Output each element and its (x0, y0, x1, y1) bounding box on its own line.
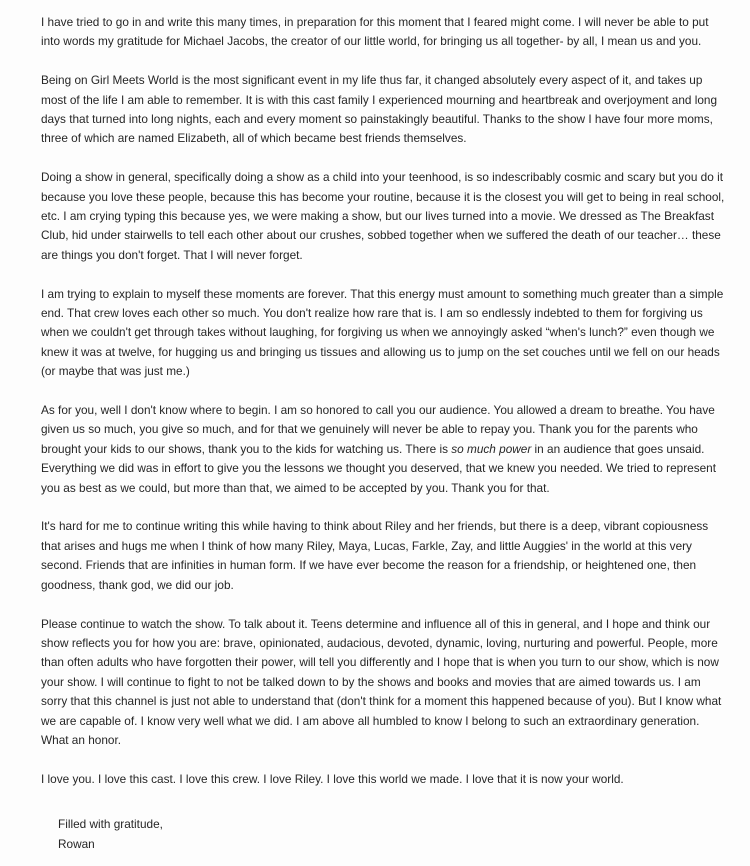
paragraph-7: Please continue to watch the show. To talk about it. Teens determine and influence all of this in general, and I hope and think our show reflects you for how you are: brave, opinionated, audacious, devoted, dynamic, loving, nurturing and powerful. People, more than often adults who have forgotten their power, will tell you differently and I hope that is when you turn to our show, which is now your show. I will continue to fight to not be talked down to by the shows and books and movies that are aimed towards us. I am sorry that this channel is just not able to understand that (don't think for a moment this happened because of you). But I know what we are capable of. I know very well what we did. I am above all humbled to know I belong to such an extraordinary generation. What an honor. (41, 616, 722, 747)
paragraph-3: Doing a show in general, specifically doing a show as a child into your teenhood, is so indescribably cosmic and scary but you do it because you love these people, because this has become your routine, because it is the closest you will get to being in real school, etc. I am crying typing this because yes, we were making a show, but our lives turned into a movie. We dressed as The Breakfast Club, hid under stairwells to tell each other about our crushes, sobbed together when we suffered the death of our teacher… these are things you don't forget. That I will never forget. (41, 170, 725, 262)
paragraph-4: I am trying to explain to myself these moments are forever. That this energy must amount to something much greater than a simple end. That crew loves each other so much. You don't realize how rare that is. I am so endlessly indebted to them for forgiving us when we couldn't get through takes without laughing, for forgiving us when we annoyingly asked “when's lunch?” even though we knew it was at twelve, for hugging us and bringing us tissues and allowing us to jump on the set couches until we fell on our heads (or maybe that was just me.) (41, 286, 724, 379)
paragraph-5 (41, 401, 728, 498)
closing-line: Filled with gratitude, (58, 817, 163, 832)
paragraph-6: It's hard for me to continue writing this while having to think about Riley and her friends, but there is a deep, vibrant copiousness that arises and hugs me when I think of how many Riley, Maya, Lucas, Farkle, Zay, and little Auggies' in the world at this very second. Friends that are infinities in human form. If we have ever become the reason for a friendship, or heightened one, then goodness, thank god, we did our job. (41, 519, 709, 592)
signature-name: Rowan (58, 836, 95, 851)
paragraph-8: I love you. I love this cast. I love this crew. I love Riley. I love this world we made. I love that it is now your world. (41, 771, 624, 786)
sign-off (41, 815, 728, 854)
paragraph-2: Being on Girl Meets World is the most significant event in my life thus far, it changed absolutely every aspect of it, and takes up most of the life I am able to remember. It is with this cast family I experienced mourning and heartbreak and overjoyment and long days that turned into long nights, each and every moment so painstakingly beautiful. Thanks to the show I have four more moms, three of which are named Elizabeth, all of which became best friends themselves. (41, 73, 718, 146)
paragraph-5-text-end: in an audience that goes unsaid. Everything we did was in effort to give you the lessons we thought you deserved, that we knew you needed. We tried to represent you as best as we could, but more than that, we aimed to be accepted by you. Thank you for that. (41, 441, 717, 495)
paragraph-5-emphasis: so much power (451, 441, 532, 456)
paragraph-1: I have tried to go in and write this many times, in preparation for this moment that I feared might come. I will never be able to put into words my gratitude for Michael Jacobs, the creator of our little world, for bringing us all together- by all, I mean us and you. (41, 15, 709, 49)
paragraph-5-text-start: As for you, well I don't know where to begin. I am so honored to call you our audience. You allowed a dream to breathe. You have given us so much, you give so much, and for that we genuinely will never be able to repay you. Thank you for the parents who brought your kids to our shows, thank you to the kids for watching us. There is (41, 403, 715, 456)
